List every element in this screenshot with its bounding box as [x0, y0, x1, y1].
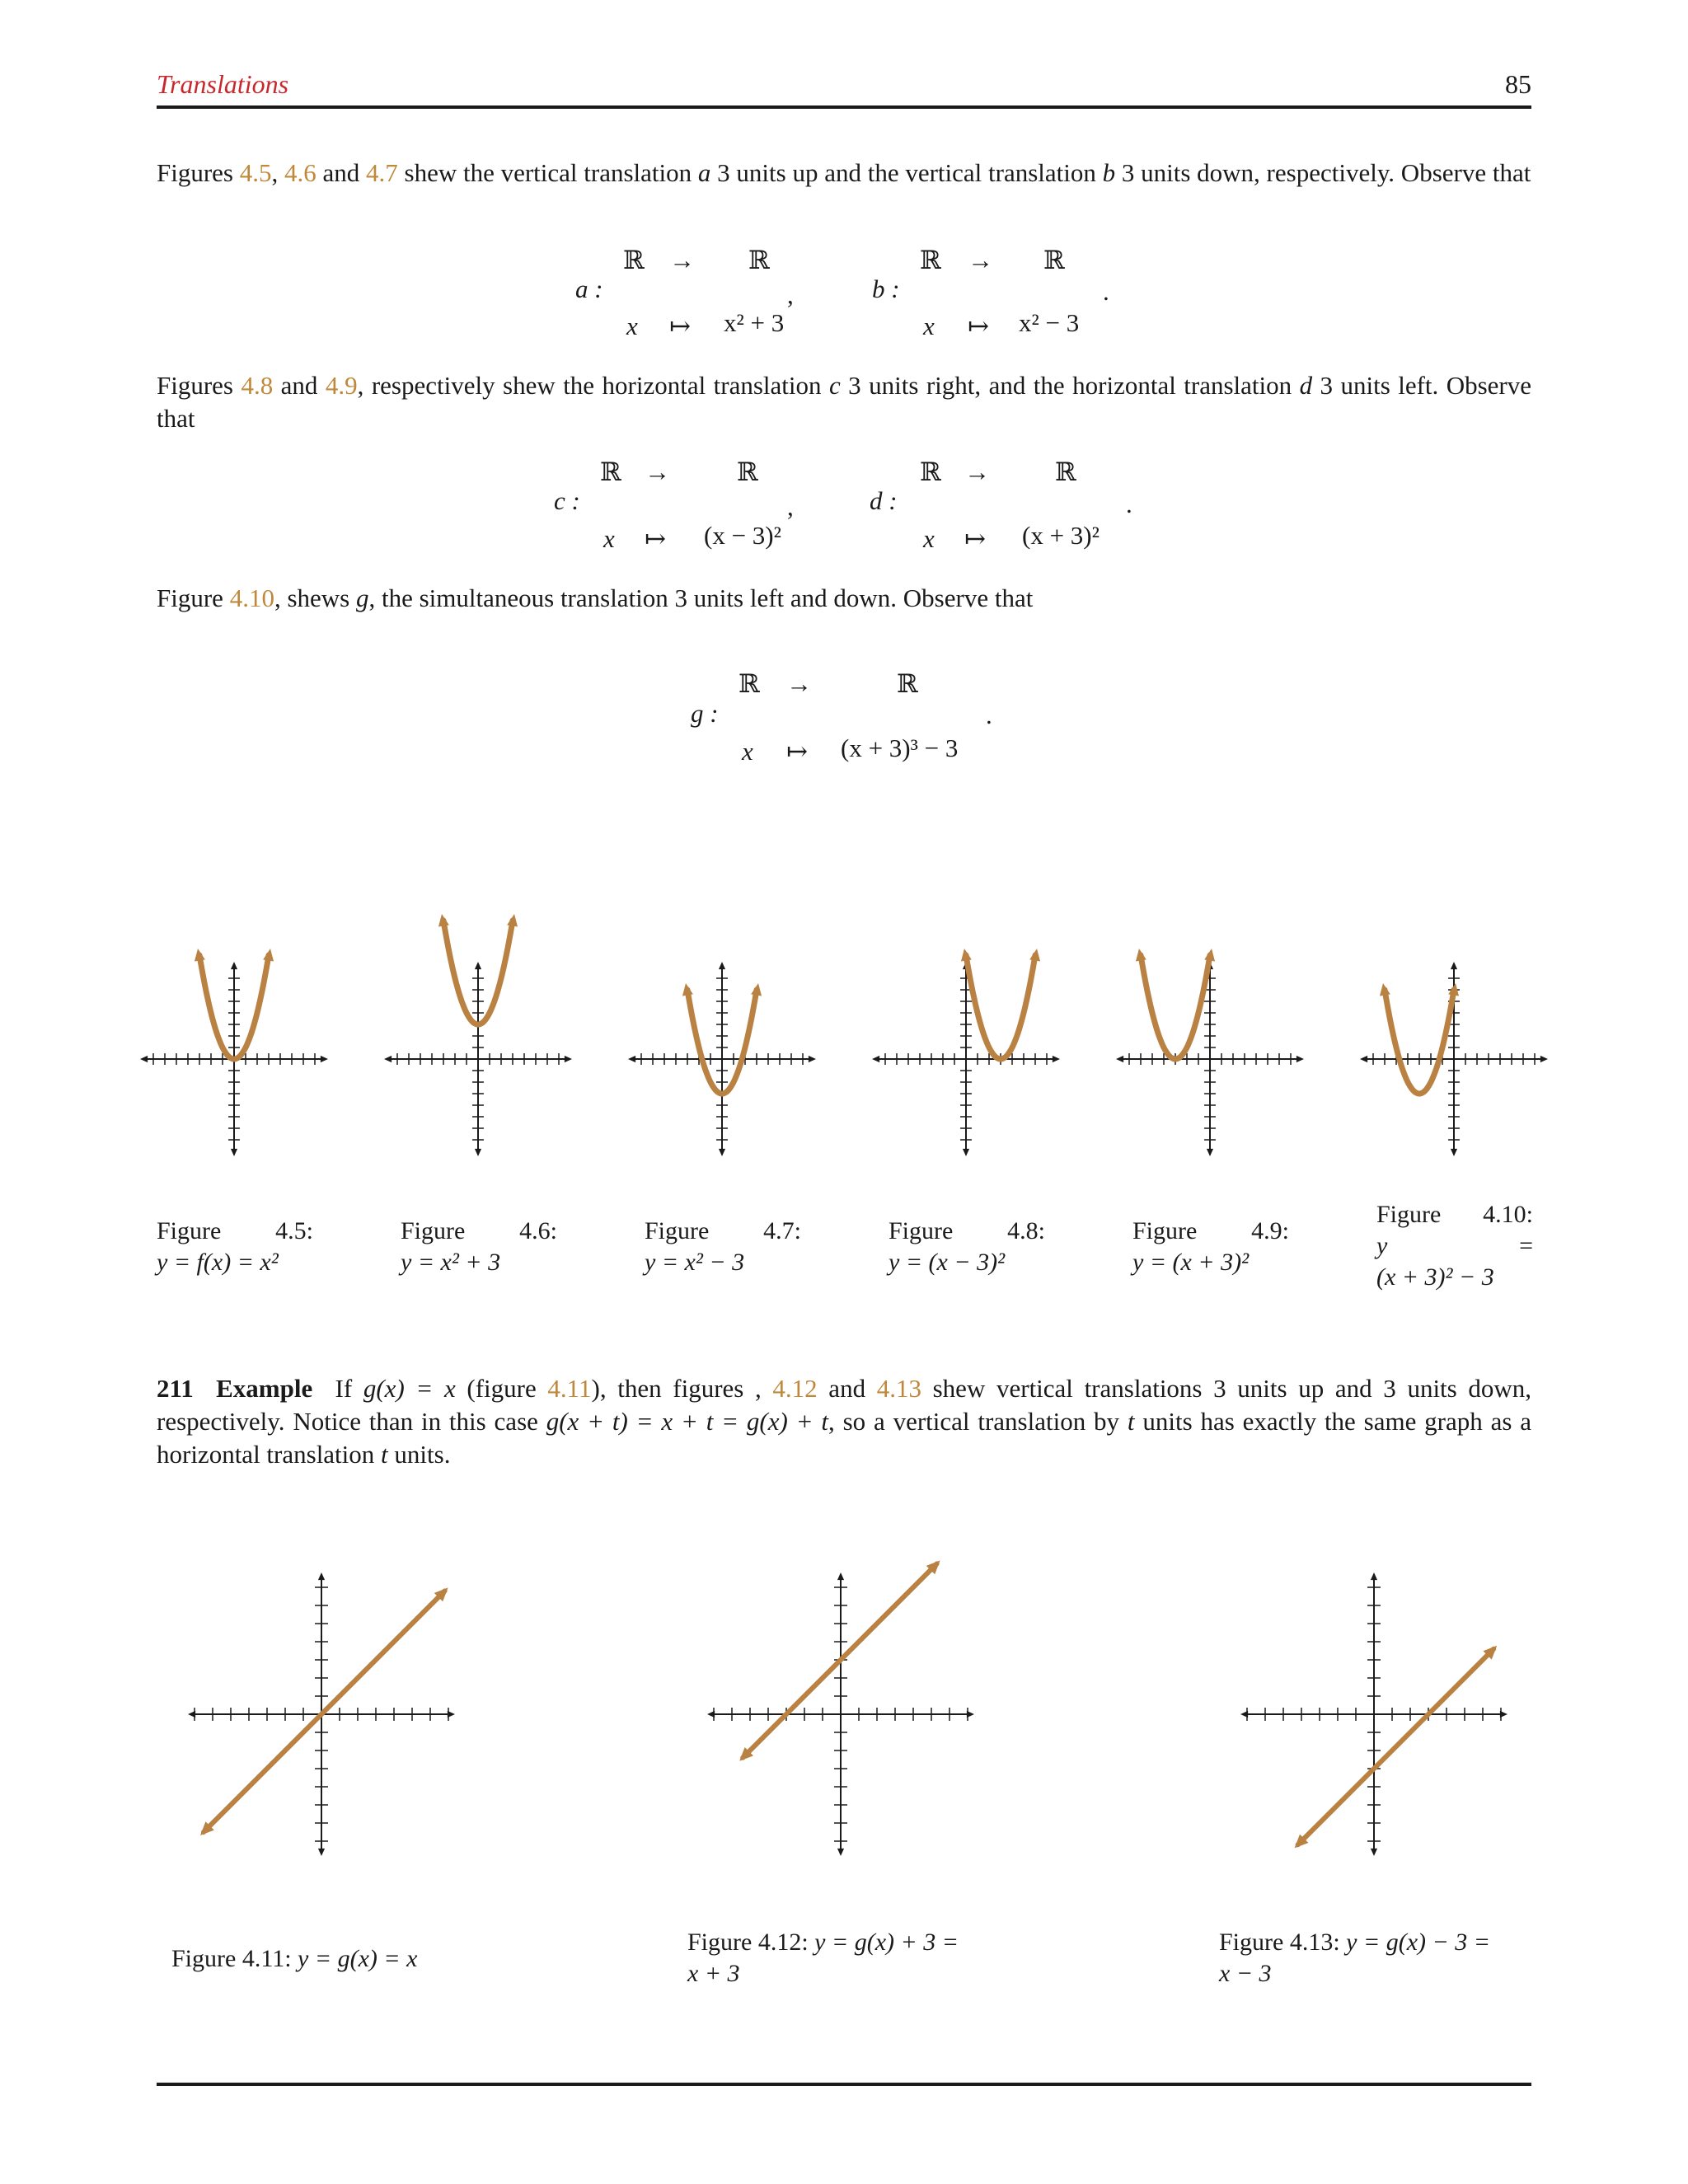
y-axis-arrow	[837, 1572, 844, 1580]
x-axis-arrow	[628, 1056, 635, 1062]
x-axis-arrow	[809, 1056, 816, 1062]
figure-4-5-plot	[135, 948, 333, 1170]
y-axis-arrow	[318, 1849, 325, 1856]
y-axis-arrow	[1207, 1149, 1213, 1156]
caption-4-11: Figure 4.11: y = g(x) = x	[171, 1945, 418, 1972]
line-graph	[1298, 1649, 1494, 1845]
figure-link-4-13[interactable]: 4.13	[876, 1374, 921, 1403]
curve-arrow	[1136, 949, 1146, 961]
x-axis-arrow	[384, 1056, 392, 1062]
curve-arrow	[507, 914, 518, 926]
curve-arrow	[1380, 983, 1390, 996]
y-axis-arrow	[1451, 962, 1457, 969]
paragraph-simultaneous-translation: Figure 4.10, shews g, the simultaneous translation 3 units left and down. Observe that	[157, 583, 1034, 612]
x-axis-arrow	[1053, 1056, 1060, 1062]
curve-arrow	[263, 949, 274, 961]
figure-link-4-10[interactable]: 4.10	[229, 583, 274, 612]
paragraph-horizontal-translations: Figures 4.8 and 4.9, respectively shew the horizontal translation c 3 units right, and the horizontal translation d 3 units left. Observe that	[157, 371, 1532, 433]
curve-arrow	[438, 914, 449, 926]
line-graph	[204, 1591, 445, 1832]
curve-arrow	[961, 949, 972, 961]
y-axis-arrow	[719, 962, 725, 969]
y-axis-arrow	[963, 1149, 969, 1156]
y-axis-arrow	[1371, 1572, 1377, 1580]
footer-rule	[157, 2083, 1531, 2086]
figure-link-4-8[interactable]: 4.8	[241, 371, 274, 400]
figure-4-8-plot	[867, 948, 1065, 1170]
caption-4-6: Figure 4.6: y = x² + 3	[401, 1217, 557, 1276]
parabola-curve	[1385, 990, 1454, 1094]
line-graph	[743, 1563, 936, 1757]
header-rule	[157, 105, 1531, 109]
x-axis-arrow	[872, 1056, 879, 1062]
curve-arrow	[751, 983, 762, 996]
caption-4-10: Figure 4.10: y = (x + 3)² − 3	[1376, 1201, 1533, 1291]
y-axis-arrow	[1451, 1149, 1457, 1156]
curve-arrow	[1204, 949, 1215, 961]
y-axis-arrow	[1371, 1849, 1377, 1856]
example-number: 211	[157, 1374, 194, 1403]
figure-link-4-9[interactable]: 4.9	[325, 371, 358, 400]
parabola-curve	[966, 955, 1035, 1059]
curve-arrow	[195, 949, 205, 961]
y-axis-arrow	[837, 1849, 844, 1856]
caption-4-13: Figure 4.13: y = g(x) − 3 = x − 3	[1219, 1929, 1491, 1987]
figure-link-4-7[interactable]: 4.7	[366, 158, 398, 187]
caption-4-8: Figure 4.8: y = (x − 3)²	[889, 1217, 1045, 1276]
x-axis-arrow	[140, 1056, 148, 1062]
figure-4-10-plot	[1355, 948, 1553, 1170]
y-axis-arrow	[475, 962, 481, 969]
figure-link-4-11[interactable]: 4.11	[547, 1374, 592, 1403]
caption-4-12: Figure 4.12: y = g(x) + 3 = x + 3	[687, 1929, 959, 1987]
y-axis-arrow	[475, 1149, 481, 1156]
example-211: 211 Example If g(x) = x (figure 4.11), then figures , 4.12 and 4.13 shew vertical translations 3 units up and 3 units down, respectively. Notice than in this case g(x + t) = x + t = g(x) + t, so a vertical translation by t units has exactly the same graph as a horizontal translation t units.	[157, 1374, 1532, 1469]
x-axis-arrow	[321, 1056, 328, 1062]
caption-4-9: Figure 4.9: y = (x + 3)²	[1132, 1217, 1289, 1276]
y-axis-arrow	[719, 1149, 725, 1156]
y-axis-arrow	[318, 1572, 325, 1580]
y-axis-arrow	[231, 1149, 237, 1156]
figure-4-13-plot	[1226, 1533, 1522, 1896]
figure-link-4-6[interactable]: 4.6	[284, 158, 316, 187]
y-axis-arrow	[231, 962, 237, 969]
figure-4-7-plot	[623, 948, 821, 1170]
paragraph-vertical-translations: Figures 4.5, 4.6 and 4.7 shew the vertical translation a 3 units up and the vertical translation b 3 units down, respectively. Observe that	[157, 158, 1531, 187]
x-axis-arrow	[1360, 1056, 1367, 1062]
page-number: 85	[1505, 69, 1531, 99]
example-label: Example	[216, 1374, 313, 1403]
curve-arrow	[682, 983, 693, 996]
x-axis-arrow	[565, 1056, 572, 1062]
x-axis-arrow	[1116, 1056, 1123, 1062]
curve-arrow	[1029, 949, 1040, 961]
caption-4-5: Figure 4.5: y = f(x) = x²	[157, 1217, 313, 1276]
caption-4-7: Figure 4.7: y = x² − 3	[645, 1217, 801, 1276]
figure-link-4-12[interactable]: 4.12	[772, 1374, 818, 1403]
running-header: Translations	[157, 69, 289, 99]
figure-4-12-plot	[692, 1533, 989, 1896]
figure-4-9-plot	[1111, 948, 1309, 1170]
x-axis-arrow	[1540, 1056, 1548, 1062]
figure-4-6-plot	[379, 948, 577, 1170]
parabola-curve	[1141, 955, 1210, 1059]
x-axis-arrow	[1296, 1056, 1304, 1062]
figure-link-4-5[interactable]: 4.5	[239, 158, 272, 187]
figure-4-11-plot	[173, 1533, 470, 1896]
